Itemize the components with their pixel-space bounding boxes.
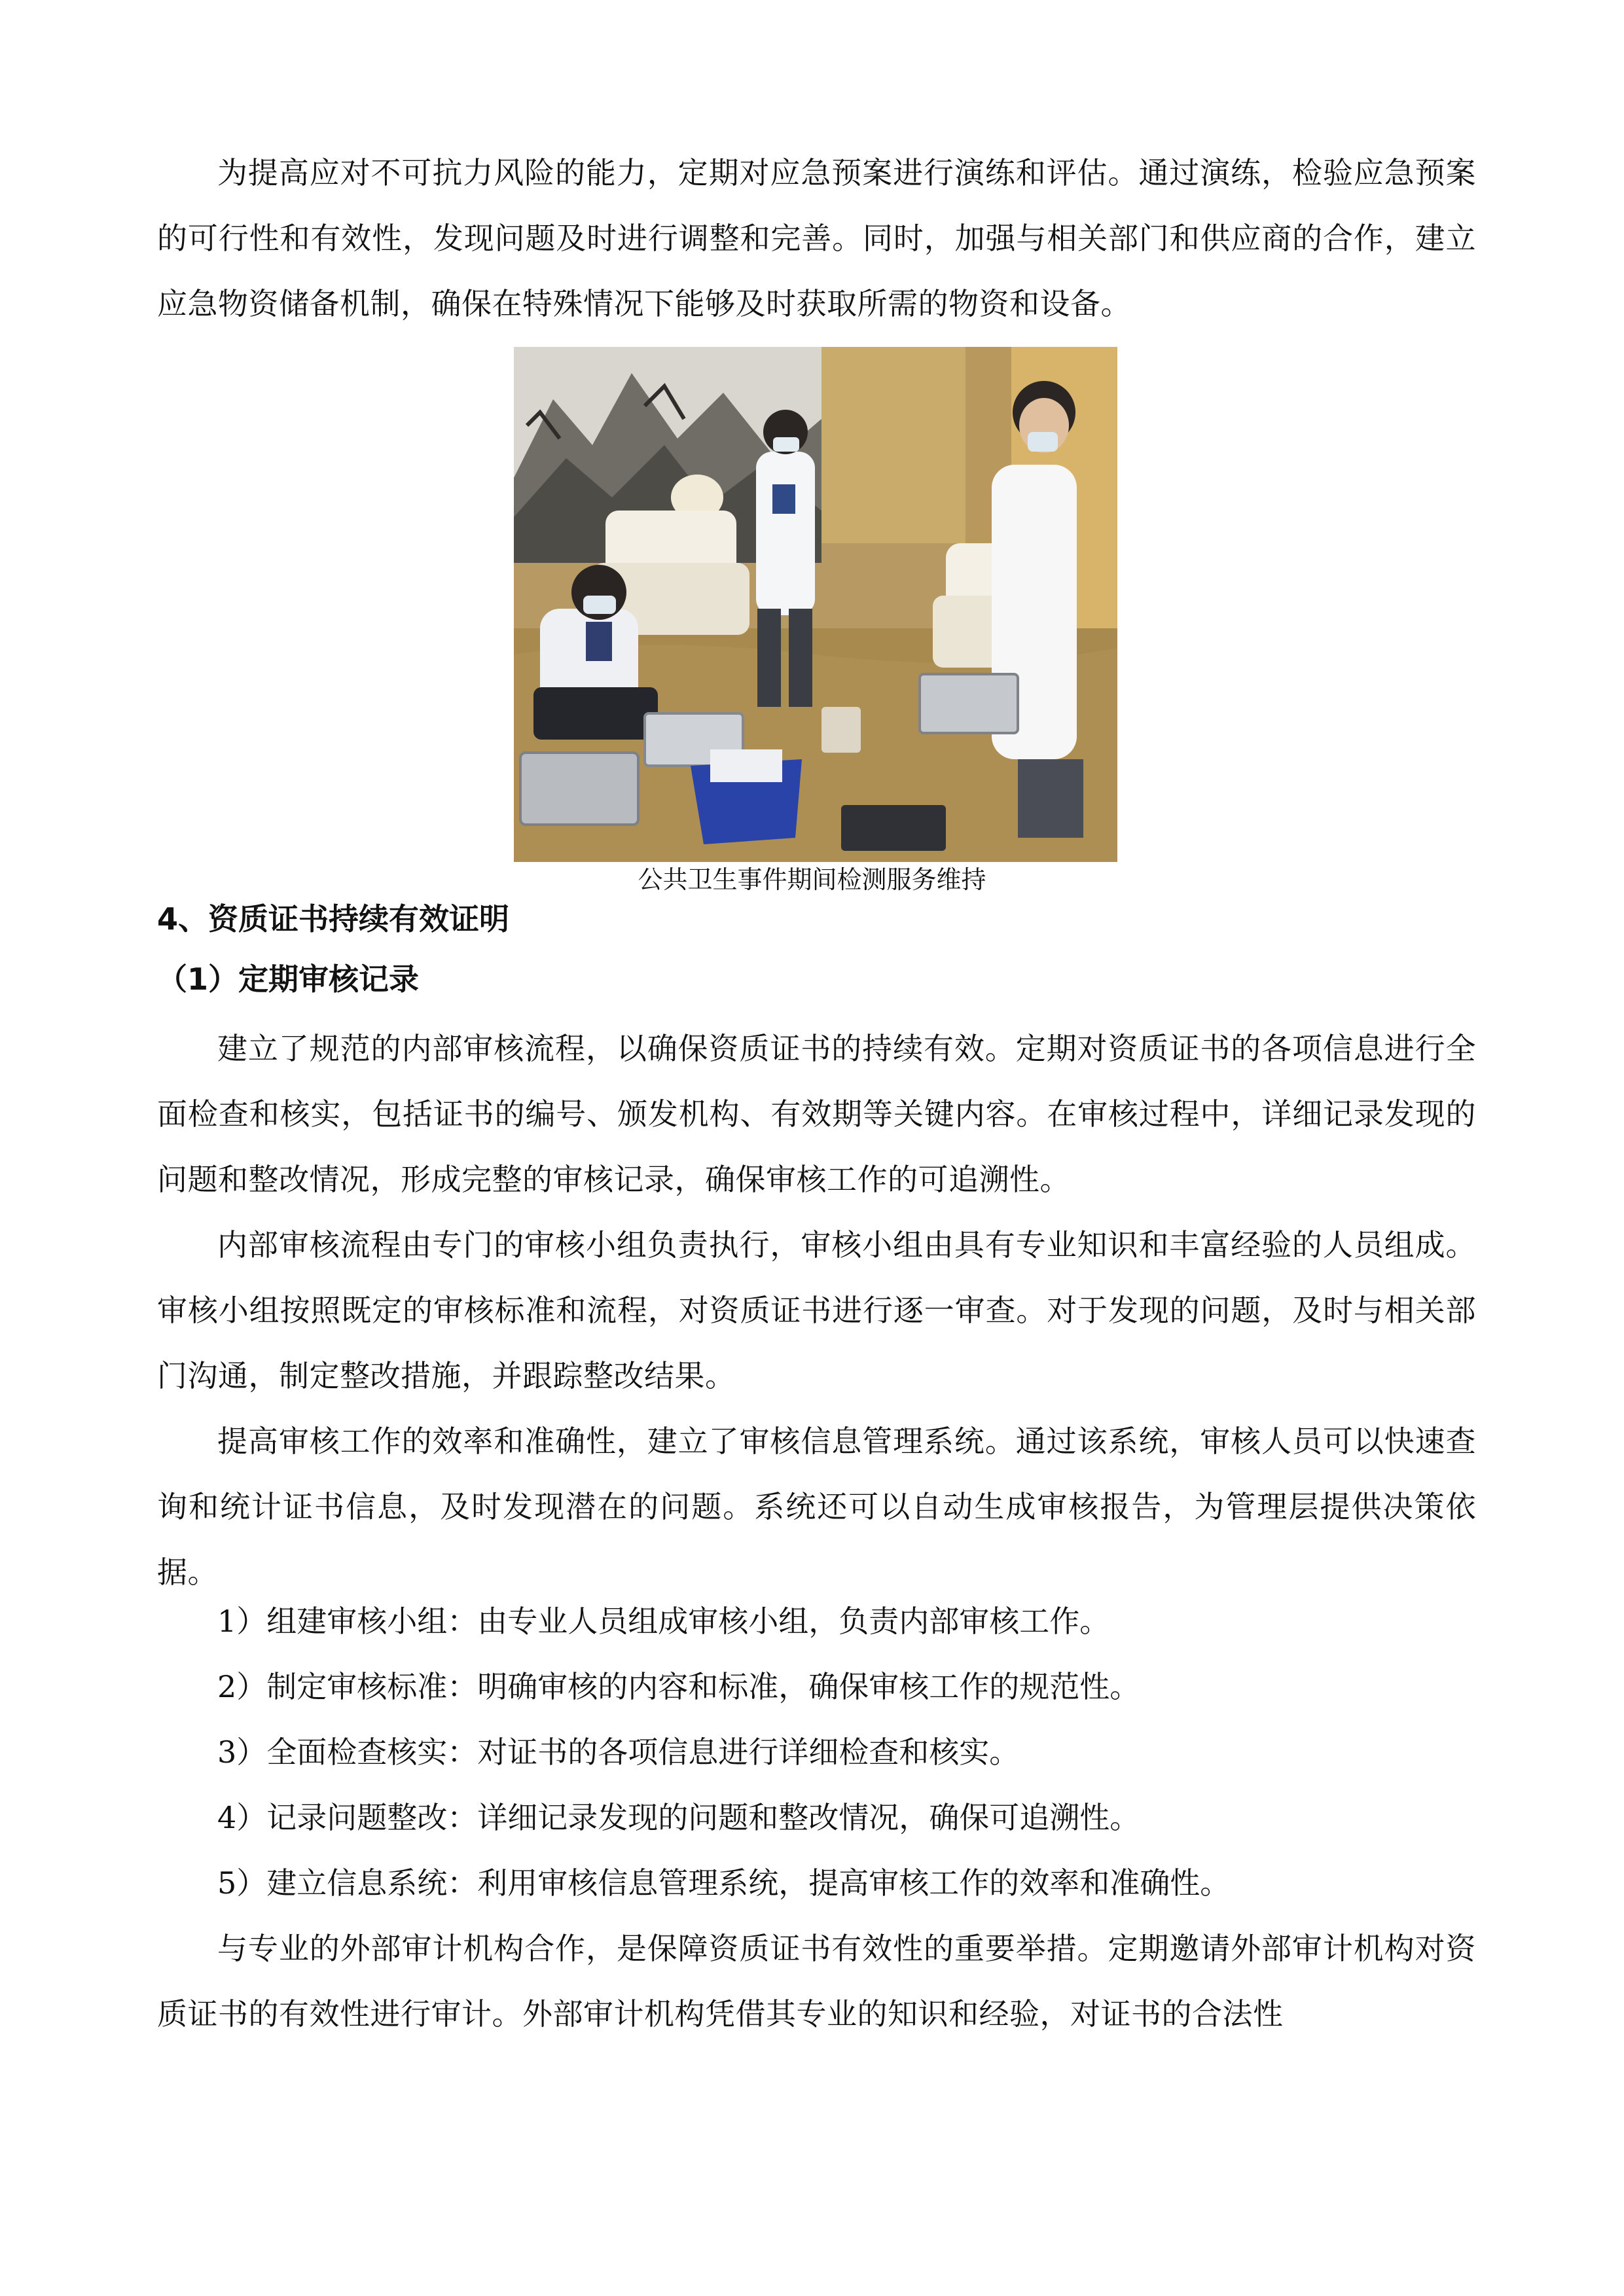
paragraph-audit-system: 提高审核工作的效率和准确性，建立了审核信息管理系统。通过该系统，审核人员可以快速查询和统计证书信息，及时发现潜在的问题。系统还可以自动生成审核报告，为管理层提供决策依据。 xyxy=(157,1424,1476,1590)
list-item: 3）全面检查核实：对证书的各项信息进行详细检查和核实。 xyxy=(217,1734,1020,1770)
paragraph-audit-team: 内部审核流程由专门的审核小组负责执行，审核小组由具有专业知识和丰富经验的人员组成。审核小组按照既定的审核标准和流程，对资质证书进行逐一审查。对于发现的问题，及时与相关部门沟通，制定整改措施，并跟踪整改结果。 xyxy=(157,1227,1476,1393)
paragraph-external-audit: 与专业的外部审计机构合作，是保障资质证书有效性的重要举措。定期邀请外部审计机构对资质证书的有效性进行审计。外部审计机构凭借其专业的知识和经验，对证书的合法性 xyxy=(157,1931,1476,2032)
subsection-heading: （1）定期审核记录 xyxy=(157,961,420,997)
paragraph-emergency-drill: 为提高应对不可抗力风险的能力，定期对应急预案进行演练和评估。通过演练，检验应急预案的可行性和有效性，发现问题及时进行调整和完善。同时，加强与相关部门和供应商的合作，建立应急物资储备机制，确保在特殊情况下能够及时获取所需的物资和设备。 xyxy=(157,155,1476,321)
figure-photo xyxy=(514,347,1117,862)
paragraph-internal-audit: 建立了规范的内部审核流程，以确保资质证书的持续有效。定期对资质证书的各项信息进行全面检查和核实，包括证书的编号、颁发机构、有效期等关键内容。在审核过程中，详细记录发现的问题和整改情况，形成完整的审核记录，确保审核工作的可追溯性。 xyxy=(157,1031,1476,1197)
list-item: 5）建立信息系统：利用审核信息管理系统，提高审核工作的效率和准确性。 xyxy=(217,1865,1231,1901)
section-heading: 4、资质证书持续有效证明 xyxy=(157,901,510,937)
figure-caption: 公共卫生事件期间检测服务维持 xyxy=(638,865,986,894)
list-item: 1）组建审核小组：由专业人员组成审核小组，负责内部审核工作。 xyxy=(217,1604,1110,1639)
list-item: 4）记录问题整改：详细记录发现的问题和整改情况，确保可追溯性。 xyxy=(217,1800,1140,1835)
list-item: 2）制定审核标准：明确审核的内容和标准，确保审核工作的规范性。 xyxy=(217,1669,1140,1704)
inspection-team-photo xyxy=(514,347,1117,862)
